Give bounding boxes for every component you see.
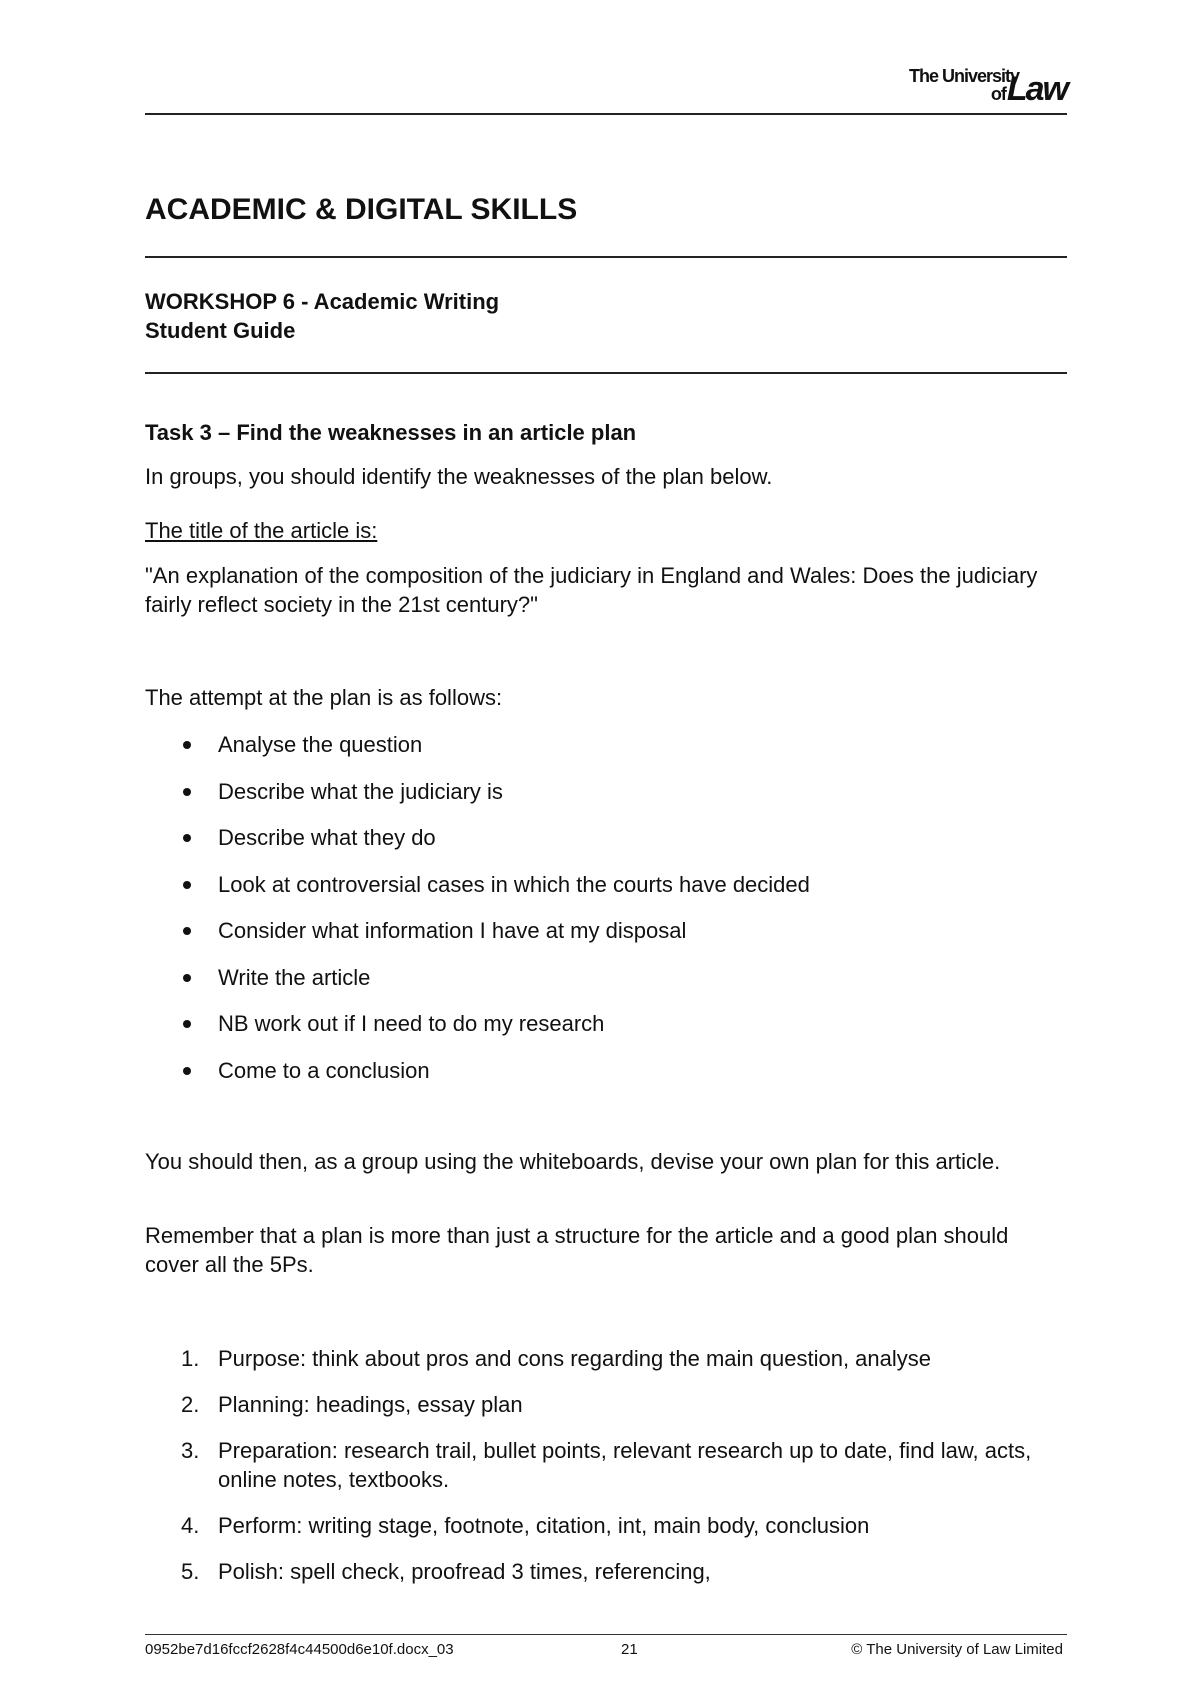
header-rule	[145, 113, 1067, 115]
footer-copyright: © The University of Law Limited	[851, 1641, 1063, 1658]
list-item	[145, 870, 1067, 917]
then-paragraph: You should then, as a group using the whiteboards, devise your own plan for this article.	[145, 1149, 1001, 1174]
item-number: 5.	[181, 1559, 200, 1584]
list-item	[145, 777, 1067, 824]
remember-paragraph: Remember that a plan is more than just a structure for the article and a good plan should cover all the 5Ps.	[145, 1223, 1009, 1277]
logo-line-2	[991, 72, 1067, 111]
list-item	[145, 730, 1067, 777]
bullet-icon	[183, 974, 191, 982]
five-ps-list	[145, 1344, 1067, 1603]
article-title: "An explanation of the composition of the judiciary in England and Wales: Does the judiciary fairly reflect society in the 21st century?"	[145, 563, 1038, 617]
task-heading: Task 3 – Find the weaknesses in an article plan	[145, 420, 637, 445]
plan-item-text: Analyse the question	[218, 732, 423, 757]
item-text: Perform: writing stage, footnote, citation, int, main body, conclusion	[218, 1513, 870, 1538]
workshop-title: WORKSHOP 6 - Academic Writing	[145, 289, 500, 314]
list-item	[145, 1344, 1067, 1373]
plan-item-text: Describe what they do	[218, 825, 436, 850]
list-item	[145, 1436, 1067, 1494]
page-title: ACADEMIC & DIGITAL SKILLS	[145, 193, 578, 226]
task-intro: In groups, you should identify the weaknesses of the plan below.	[145, 464, 773, 489]
bullet-icon	[183, 881, 191, 889]
item-number: 4.	[181, 1513, 200, 1538]
plan-list	[145, 730, 1067, 1102]
plan-item-text: Come to a conclusion	[218, 1057, 430, 1083]
item-text: Polish: spell check, proofread 3 times, referencing,	[218, 1559, 711, 1584]
plan-item-text: Describe what the judiciary is	[218, 778, 503, 804]
list-item	[145, 963, 1067, 1010]
bullet-icon	[183, 741, 191, 749]
article-title-label	[145, 516, 1067, 545]
list-item	[145, 823, 1067, 870]
plan-item-text: Consider what information I have at my disposal	[218, 918, 687, 943]
plan-item-text: Write the article	[218, 964, 371, 990]
university-logo	[857, 66, 1067, 106]
item-number: 1.	[181, 1346, 200, 1371]
bullet-icon	[183, 834, 191, 842]
plan-item-text: NB work out if I need to do my research	[218, 1011, 605, 1036]
title-rule	[145, 256, 1067, 258]
bullet-icon	[183, 1020, 191, 1028]
logo-of: of	[990, 84, 1006, 104]
list-item	[145, 1511, 1067, 1540]
item-text: Planning: headings, essay plan	[218, 1392, 523, 1417]
article-title-label-text: The title of the article is:	[145, 518, 378, 543]
footer-rule	[145, 1634, 1067, 1635]
list-item	[145, 1009, 1067, 1056]
logo-law: Law	[1006, 70, 1067, 108]
document-page	[145, 0, 1067, 1698]
list-item	[145, 1056, 1067, 1103]
list-item	[145, 1390, 1067, 1419]
list-item	[145, 916, 1067, 963]
item-text: Preparation: research trail, bullet points, relevant research up to date, find law, acts, online notes, textbooks.	[218, 1438, 1032, 1492]
item-number: 3.	[181, 1438, 200, 1463]
logo-line-1: The University	[908, 66, 1019, 86]
guide-title: Student Guide	[145, 318, 296, 343]
item-number: 2.	[181, 1392, 200, 1417]
subtitle-rule	[145, 372, 1067, 374]
footer-page-number: 21	[621, 1641, 638, 1658]
bullet-icon	[183, 927, 191, 935]
footer-doc-ref: 0952be7d16fccf2628f4c44500d6e10f.docx_03	[145, 1641, 454, 1658]
bullet-icon	[183, 788, 191, 796]
bullet-icon	[183, 1067, 191, 1075]
attempt-intro: The attempt at the plan is as follows:	[145, 685, 503, 710]
list-item	[145, 1557, 1067, 1586]
item-text: Purpose: think about pros and cons regarding the main question, analyse	[218, 1346, 932, 1371]
plan-item-text: Look at controversial cases in which the courts have decided	[218, 871, 810, 897]
